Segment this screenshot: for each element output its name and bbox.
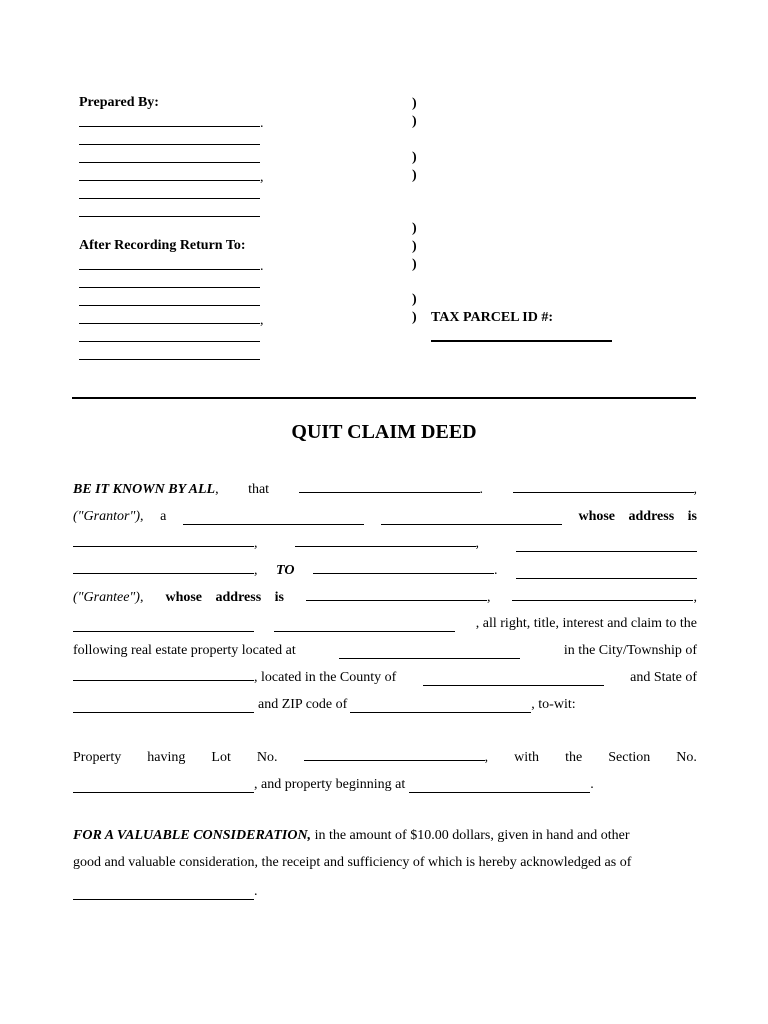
grantee-address-blank-2[interactable] [512,588,693,601]
grantee-field-1: . [313,561,498,579]
prepared-by-line-6[interactable] [79,216,260,217]
with-text: with [514,750,540,765]
section-number-blank[interactable] [73,780,254,793]
consideration-heading: FOR A VALUABLE CONSIDERATION, [73,828,312,843]
grantee-label: ("Grantee"), [73,590,144,605]
a-text: a [160,509,167,524]
grantee-address-blank-4[interactable] [274,619,455,632]
zip-blank[interactable] [350,700,531,713]
grantor-address-field-1: , [73,534,258,552]
grantee-address-field-2: , [512,588,697,606]
and-zip-text: and ZIP code of [258,697,348,712]
grantor-field-2: , [513,480,698,498]
grantor-address-blank-1[interactable] [73,534,254,547]
body-row-7 [73,641,697,659]
property-text: Property [73,750,122,765]
lot-text: Lot [211,750,231,765]
be-it-known-row-prefix: BE IT KNOWN BY ALL, [73,482,219,497]
prepared-by-period: . [260,116,264,131]
in-city-text: in the City/Township of [563,643,697,658]
property-location-blank[interactable] [339,646,520,659]
body-row-8 [73,668,697,686]
consideration-line-2: good and valuable consideration, the receipt and sufficiency of which is hereby acknowledged as of [73,855,632,870]
return-to-line-3[interactable] [79,305,260,306]
lot-no-text: No. [256,750,278,765]
prepared-by-line-2[interactable] [79,144,260,145]
and-state-text: and State of [630,670,697,685]
bracket-paren: ) [412,150,417,165]
bracket-paren: ) [412,239,417,254]
bracket-paren: ) [412,168,417,183]
prepared-by-line-5[interactable] [79,198,260,199]
body-row-1 [73,480,697,498]
grantee-address-blank-3[interactable] [73,619,254,632]
city-field: , located in the County of [73,668,396,686]
that-text: that [248,482,270,497]
section-text: Section [608,750,651,765]
acknowledged-date-blank[interactable] [73,887,254,900]
grantor-address-blank-4[interactable] [73,561,254,574]
bracket-paren: ) [412,221,417,236]
bracket-paren: ) [412,292,417,307]
to-wit-text: , to-wit: [531,697,576,712]
grantee-blank-1[interactable] [313,561,494,574]
county-blank[interactable] [423,673,604,686]
grantee-whose-address-text: whose address is [165,590,284,605]
property-row-2: , and property beginning at . [73,775,697,793]
header-divider [72,397,696,399]
body-row-6 [73,614,697,632]
grantor-type-blank-1[interactable] [183,512,364,525]
grantor-label: ("Grantor"), [73,509,144,524]
bracket-paren: ) [412,257,417,272]
return-to-line-5[interactable] [79,341,260,342]
grantor-blank-2[interactable] [513,480,694,493]
grantor-address-blank-2[interactable] [295,534,476,547]
city-blank[interactable] [73,668,254,681]
consideration-line-1 [73,828,630,844]
be-it-known-text: BE IT KNOWN BY ALL [73,482,216,497]
grantor-field-1: . [299,480,484,498]
return-to-comma: , [260,313,264,328]
bracket-paren: ) [412,310,417,325]
grantor-address-blank-3[interactable] [516,539,697,552]
grantor-address-field-4: , [73,561,258,579]
body-row-2 [73,507,697,525]
consideration-line-3: . [73,882,697,900]
beginning-text: , and property beginning at [254,777,406,792]
return-to-line-2[interactable] [79,287,260,288]
grantor-blank-1[interactable] [299,480,480,493]
grantee-address-blank-1[interactable] [306,588,487,601]
having-text: having [147,750,186,765]
following-text: following real estate property located at [73,643,296,658]
after-recording-label: After Recording Return To: [79,238,246,253]
prepared-by-line-4[interactable] [79,180,260,181]
lot-number-blank[interactable] [304,748,485,761]
beginning-blank[interactable] [409,780,590,793]
bracket-paren: ) [412,96,417,111]
tax-parcel-line[interactable] [431,340,612,342]
grantee-address-field-1: , [306,588,491,606]
section-no-text: No. [676,750,697,765]
lot-number-field: , [304,748,489,766]
return-to-line-6[interactable] [79,359,260,360]
tax-parcel-label: TAX PARCEL ID #: [431,310,553,325]
to-text: TO [276,563,295,578]
document-title: QUIT CLAIM DEED [291,421,477,443]
grantee-blank-2[interactable] [516,566,697,579]
body-row-3 [73,534,697,552]
consideration-text: in the amount of $10.00 dollars, given in hand and other [311,828,630,843]
prepared-by-line-3[interactable] [79,162,260,163]
all-right-text: , all right, title, interest and claim to the [475,616,697,631]
prepared-by-line-1[interactable] [79,126,260,127]
prepared-by-label: Prepared By: [79,95,159,110]
bracket-paren: ) [412,114,417,129]
body-row-4 [73,561,697,579]
property-row-1 [73,748,697,766]
return-to-line-4[interactable] [79,323,260,324]
whose-address-text: whose address is [578,509,697,524]
grantor-type-blank-2[interactable] [381,512,562,525]
body-row-5 [73,588,697,606]
return-to-period: . [260,259,264,274]
the-text: the [565,750,583,765]
return-to-line-1[interactable] [79,269,260,270]
body-row-9 [73,695,697,713]
grantor-address-field-2: , [295,534,480,552]
prepared-by-comma: , [260,170,264,185]
state-blank[interactable] [73,700,254,713]
